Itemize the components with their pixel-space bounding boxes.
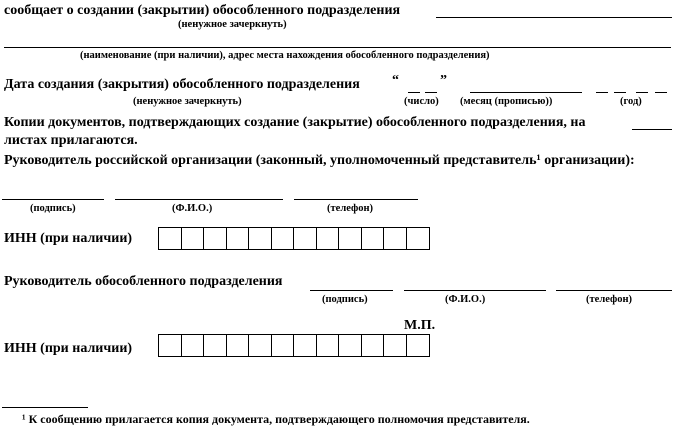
org-fio-caption: (Ф.И.О.): [172, 203, 213, 214]
date-quote-open: “: [392, 73, 399, 88]
copies-text-2: листах прилагаются.: [4, 133, 138, 148]
year-caption: (год): [620, 96, 642, 107]
inn2-cell[interactable]: [317, 335, 340, 356]
year-digit-1-line[interactable]: [596, 92, 608, 93]
footnote: ¹ К сообщению прилагается копия документа, подтверждающего полномочия представителя.: [22, 412, 530, 426]
date-strike-caption: (ненужное зачеркнуть): [133, 96, 242, 107]
inn-cell[interactable]: [294, 228, 317, 249]
month-caption: (месяц (прописью)): [460, 96, 553, 107]
footnote-divider: [2, 407, 88, 408]
name-address-caption: (наименование (при наличии), адрес места нахождения обособленного подразделения): [80, 50, 490, 61]
inn-cell[interactable]: [339, 228, 362, 249]
inn-cell[interactable]: [182, 228, 205, 249]
inn-cell[interactable]: [362, 228, 385, 249]
inn-cell[interactable]: [159, 228, 182, 249]
inn2-cell[interactable]: [227, 335, 250, 356]
day-digit-1-line[interactable]: [408, 92, 420, 93]
branch-fio-caption: (Ф.И.О.): [445, 294, 486, 305]
copies-text: Копии документов, подтверждающих создание (закрытие) обособленного подразделения, на: [4, 115, 586, 130]
month-line[interactable]: [470, 92, 582, 93]
inn2-cell[interactable]: [249, 335, 272, 356]
inn-cells[interactable]: [158, 227, 430, 250]
head-branch-label: Руководитель обособленного подразделения: [4, 274, 283, 289]
org-phone-line[interactable]: [294, 199, 418, 200]
branch-phone-line[interactable]: [556, 290, 672, 291]
copies-count-line[interactable]: [632, 129, 672, 130]
inn2-cell[interactable]: [362, 335, 385, 356]
inn-cell[interactable]: [249, 228, 272, 249]
inn2-cell[interactable]: [204, 335, 227, 356]
branch-signature-caption: (подпись): [322, 294, 368, 305]
stamp-label: М.П.: [404, 318, 436, 333]
inn2-cell[interactable]: [339, 335, 362, 356]
inn2-cell[interactable]: [159, 335, 182, 356]
year-digit-4-line[interactable]: [655, 92, 667, 93]
year-digit-3-line[interactable]: [636, 92, 648, 93]
head-org-label: Руководитель российской организации (законный, уполномоченный представитель¹ организации):: [4, 153, 635, 168]
branch-fio-line[interactable]: [404, 290, 546, 291]
day-digit-2-line[interactable]: [425, 92, 437, 93]
org-fio-line[interactable]: [115, 199, 283, 200]
org-signature-caption: (подпись): [30, 203, 76, 214]
branch-signature-line[interactable]: [310, 290, 393, 291]
inn-cell[interactable]: [407, 228, 430, 249]
branch-phone-caption: (телефон): [586, 294, 633, 305]
inn2-cell[interactable]: [384, 335, 407, 356]
inn2-label: ИНН (при наличии): [4, 341, 133, 356]
name-address-line[interactable]: [4, 47, 671, 48]
inn-cell[interactable]: [204, 228, 227, 249]
org-phone-caption: (телефон): [327, 203, 374, 214]
inn-cell[interactable]: [272, 228, 295, 249]
inn2-cell[interactable]: [272, 335, 295, 356]
notice-entry-line[interactable]: [436, 17, 672, 18]
inn2-cell[interactable]: [407, 335, 430, 356]
inn2-cell[interactable]: [182, 335, 205, 356]
org-signature-line[interactable]: [2, 199, 104, 200]
inn-cell[interactable]: [317, 228, 340, 249]
day-caption: (число): [404, 96, 439, 107]
notice-statement: сообщает о создании (закрытии) обособленного подразделения: [4, 3, 401, 18]
inn-cell[interactable]: [384, 228, 407, 249]
inn-label: ИНН (при наличии): [4, 231, 133, 246]
year-digit-2-line[interactable]: [614, 92, 626, 93]
inn2-cells[interactable]: [158, 334, 430, 357]
inn-cell[interactable]: [227, 228, 250, 249]
date-label: Дата создания (закрытия) обособленного подразделения: [4, 77, 360, 92]
inn2-cell[interactable]: [294, 335, 317, 356]
date-quote-close: ”: [440, 73, 447, 88]
notice-caption: (ненужное зачеркнуть): [178, 19, 287, 30]
